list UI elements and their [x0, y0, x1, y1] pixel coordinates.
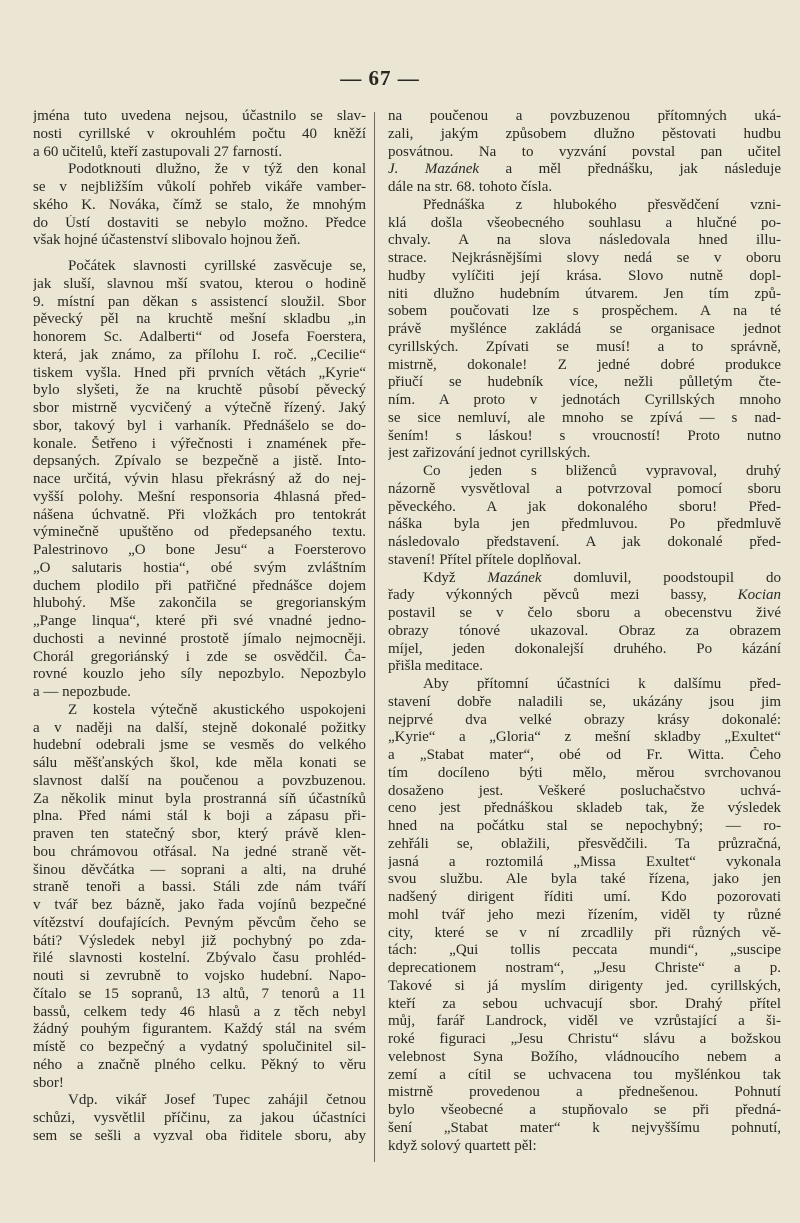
text-line: bylo slyšeti, že na kruchtě působí pěvecký [33, 382, 366, 399]
text-line: hudby vylíčiti její krása. Slovo nutně dopl- [388, 267, 781, 284]
text-line: pěveckého. A jak dokonalého sboru! Před- [388, 498, 781, 515]
right-column [388, 108, 781, 1155]
text-line: schůzi, vysvětlil příčinu, za jakou účastníci [33, 1110, 366, 1126]
text-line: jasná a roztomilá „Missa Exultet“ vykonala [388, 853, 781, 870]
text-line: praven ten statečný sbor, který právě klen- [33, 826, 366, 842]
left-column [33, 108, 366, 1146]
paragraph [388, 197, 781, 463]
text-line: chvaly. A na slova následovala hned illu- [388, 232, 781, 249]
text-line: depsaných. Zpívalo se bezpečně a jistě. Into- [33, 453, 366, 470]
text-line: kteří za sebou uchvacují sbor. Drahý přítel [388, 995, 781, 1012]
text-line: a 60 učitelů, kteří zastupovali 27 farností. [33, 143, 283, 160]
text-line: cyrillských. Zpívati se musí! a to správně, [388, 338, 781, 355]
text-line: mohl tvář jeho mezi řízením, viděl ty různé [388, 906, 781, 923]
text-line: řilé slavnosti kostelní. Zbývalo času prohléd- [33, 950, 366, 967]
italic-name: Kocian [737, 587, 781, 604]
text-line: pěvecký pěl na kruchtě mešní skladbu „in [33, 311, 366, 328]
paragraph [33, 702, 366, 1093]
text-line: do Ústí dostaviti se nebylo možno. Předce [33, 214, 366, 231]
text-line: „Kyrie“ a „Gloria“ z mešní skladby „Exultet“ [388, 729, 781, 746]
text-line: Takové si já myslím dirigenty jed. cyrillských, [388, 977, 781, 994]
text-line: Palestrinovo „O bone Jesu“ a Foersterovo [33, 542, 366, 558]
text-line: se v nejbližším vůkolí pohřeb vikáře vamber- [33, 179, 366, 195]
text-line: nadšený dirigent říditi umí. Kdo pozorovati [388, 889, 781, 905]
text-line: názorně vysvětloval a potvrzoval pomocí sboru [388, 480, 781, 497]
text-line: která, jak známo, za přílohu I. roč. „Cecilie“ [33, 346, 366, 363]
text-line: ného a značně plného celku. Pěkný to věru [33, 1056, 366, 1073]
text-line [388, 570, 781, 588]
text-line: plna. Před námi stál k boji a zápasu při- [33, 808, 366, 825]
text-line: přiučí se hudebník více, nežli půlletým čte- [388, 374, 781, 391]
text-line: nejprvé dva velké obrazy krásy dokonalé: [388, 711, 781, 728]
text-line: v tvář bez bázně, jako řada vojínů bezpečné [33, 897, 366, 913]
text-line: a v naději na další, stejně dokonalé požitky [33, 719, 366, 736]
text-line: postavil se v čelo sboru a obecenstvu živé [388, 605, 781, 621]
text-line: následovalo představení. A jak dokonalé před- [388, 534, 781, 550]
text-line: duchem plodilo při patřičné přednášce dojem [33, 577, 366, 594]
text-line: ského K. Nováka, čímž se stalo, že mnohým [33, 196, 366, 213]
column-divider [374, 112, 375, 1162]
text-line: na poučenou a povzbuzenou přítomných uká- [388, 108, 781, 124]
text-line: konale. Šetřeno i výřečnosti i znamének pře- [33, 435, 366, 452]
text-line: dále na str. 68. tohoto čísla. [388, 179, 553, 195]
text-line: honorem Sc. Adalberti“ od Josefa Foerstera, [33, 329, 366, 345]
text-line: bylo všeobecné a stupňovalo se při předná- [388, 1102, 781, 1118]
paragraph [33, 161, 366, 250]
text-line: dosaženo jest. Veškeré posluchačstvo uchvá- [388, 782, 781, 799]
paragraph [388, 570, 781, 677]
text-line: vítězství doufajících. Pevným pěvcům čeho se [33, 914, 366, 931]
text-line: šení „Stabat mater“ k nejvyššímu pohnutí, [388, 1119, 781, 1136]
text-line: Co jeden s bliženců vypravoval, druhý [423, 463, 781, 479]
text-line: zali, jakým způsobem dlužno pěstovati hudbu [388, 125, 781, 142]
text-line: „O salutaris hostia“, obé svým zvláštním [33, 559, 366, 576]
text-line: Počátek slavnosti cyrillské zasvěcuje se, [68, 258, 366, 274]
text-line: rovné kouzlo jeho síly nepozbylo. Nepozbylo [33, 666, 366, 683]
text-line: můj, farář Landrock, viděl ve vzrůstající a ši- [388, 1013, 781, 1030]
text-line: sálu měšťanských škol, kde měla konati se [33, 755, 366, 771]
text-line: však hojné účastenství slibovalo hojnou žeň. [33, 232, 301, 249]
text-line: mistrně provedenou a přednešenou. Pohnutí [388, 1084, 781, 1101]
text-line [388, 161, 781, 179]
text-line: strace. Nejkrásnějšími slovy nedá se v oboru [388, 250, 781, 266]
text-line: posvátnou. Na to vyzvání povstal pan učitel [388, 143, 781, 160]
text-line: místě co bezpečný a vydatný spolučinitel sil- [33, 1039, 366, 1055]
text-line: hlubohý. Mše zakončila se gregorianským [33, 595, 366, 612]
text-line: obrazy tónové ukazoval. Obraz za obrazem [388, 622, 781, 639]
text-line: Přednáška z hlubokého přesvědčení vzni- [423, 196, 781, 213]
text-line: tím docíleno býti mělo, měrou svrchovanou [388, 764, 781, 781]
text-line: právě myšlénce zakládá se organisace jednot [388, 321, 781, 337]
text-line: Z kostela výtečně akustického uspokojeni [68, 701, 366, 718]
text-line: straně tenoři a bassi. Stáli zde nám tváří [33, 879, 366, 896]
text-line: vyšší polohy. Mešní responsoria 4hlasná před- [33, 488, 366, 505]
paragraph [388, 676, 781, 1155]
page-number: — 67 — [340, 66, 420, 90]
paragraph [388, 463, 781, 570]
text-line [388, 587, 781, 605]
text-line: ceno jest přednáškou skladeb tak, že výsledek [388, 800, 781, 817]
text-line: míjel, jeden dokonalejší druhého. Po kázání [388, 640, 781, 657]
text-line: Vdp. vikář Josef Tupec zahájil četnou [68, 1092, 366, 1109]
text-segment: řady výkonných pěvců mezi bassy, [388, 587, 738, 604]
text-line: stavení! Přítel přítele doplňoval. [388, 551, 582, 568]
text-line: deprecationem nostram“, „Jesu Christe“ a p. [388, 960, 781, 976]
text-line: čítalo se 15 sopranů, 13 altů, 7 tenorů a 11 [33, 985, 366, 1002]
text-line: nouti si zevrubně to vojsko hudební. Napo- [33, 968, 366, 984]
text-line: šením! s láskou! s vroucností! Proto nutno [388, 427, 781, 444]
text-line: se sice nemluví, ale mnoho se zpívá — s nad- [388, 409, 781, 426]
text-line: sbor mistrně vycvičený a výtečně řízený. Jaký [33, 400, 366, 416]
text-line: šinou děvčátka — soprani a alti, na druhé [33, 861, 366, 878]
text-line: přišla meditace. [388, 658, 483, 675]
text-line: sobem poučovati lze s prospěchem. A na té [388, 303, 781, 320]
text-line: sbor, takový byl i varhaník. Přednášelo se do- [33, 417, 366, 434]
text-segment: a měl přednášku, jak následuje [479, 161, 781, 178]
text-line: žádný pouhým figurantem. Každý stál na svém [33, 1021, 366, 1038]
text-line: stavení dobře naladili se, ukázány jsou jim [388, 693, 781, 710]
text-line: nace určitá, vývin hlasu překrásný až do nej- [33, 471, 366, 487]
text-line: nášena úchvatně. Při vložkách pro tentokrát [33, 506, 366, 523]
text-line: city, které se v ní zrcadlily při různých vě- [388, 924, 781, 941]
text-line: ním. A proto v jednotách Cyrillských mnoho [388, 392, 781, 408]
paragraph [33, 1092, 366, 1145]
text-line: svou službu. Ale byla také řízena, jako jen [388, 871, 781, 888]
text-line: zemí a cítil se uchvacena tou myšlénkou tak [388, 1066, 781, 1083]
text-line: a „Stabat mater“, obé od Fr. Witta. Čeho [388, 747, 781, 763]
text-line: jak sluší, slavnou mší svatou, kterou o hodině [33, 275, 366, 292]
paragraph [33, 108, 366, 161]
text-line: bassů, celkem tedy 46 hlasů a z těch nebyl [33, 1003, 366, 1020]
text-line: bou chrámovou otřásal. Na jedné straně vět- [33, 843, 366, 860]
text-line: zehřáli se, oblažili, přesvědčili. Ta průzračná, [388, 835, 781, 852]
text-line: velebnost Syna Božího, vládnoucího nebem a [388, 1048, 781, 1065]
text-line: Aby přítomní účastníci k dalšímu před- [423, 676, 781, 692]
text-line: mistrně, dokonale! Z jedné dobré produkce [388, 356, 781, 373]
text-line: duchosti a nevinné prostotě jímalo nejmocněji. [33, 630, 366, 647]
paragraph [388, 108, 781, 197]
paragraph [33, 258, 366, 702]
text-line: hned na počátku stal se nepochybný; — ro- [388, 818, 781, 834]
text-line: a — nepozbude. [33, 684, 131, 700]
text-line: nosti cyrillské v okrouhlém počtu 40 kněží [33, 125, 366, 142]
text-segment: Když [423, 569, 488, 586]
text-line: tách: „Qui tollis peccata mundi“, „suscipe [388, 942, 781, 959]
text-line: Za několik minut byla prostranná síň účastníků [33, 790, 366, 807]
text-line: Chorál gregoriánský i zde se osvědčil. Ča- [33, 648, 366, 665]
text-line: klá došla všeobecného souhlasu a hlučné po- [388, 214, 781, 231]
text-line: slavnost další na poučenou a povzbuzenou. [33, 772, 366, 789]
italic-name: Mazánek [487, 569, 542, 586]
text-line: když solový quartett pěl: [388, 1137, 537, 1154]
text-line: náška byla jen předmluvou. Po předmluvě [388, 516, 781, 533]
text-line: jest zařizování jednot cyrillských. [388, 445, 591, 462]
text-line: roké figuraci „Jesu Christu“ slávu a božskou [388, 1031, 781, 1047]
text-line: tiskem vyšla. Hned při prvních větách „Kyrie“ [33, 364, 366, 381]
text-line: „Pange linqua“, které při své vnadné jedno- [33, 613, 366, 629]
text-line: niti dlužno hudebním útvarem. Jen tím způ- [388, 285, 781, 302]
text-line: 9. místní pan děkan s assistencí sloužil. Sbor [33, 293, 366, 310]
text-segment: domluvil, poodstoupil do [541, 569, 781, 586]
text-line: báti? Výsledek nebyl již pochybný po zda- [33, 932, 366, 949]
text-line: hudební odebrali jsme se vesměs do velkého [33, 737, 366, 754]
text-line: sbor! [33, 1074, 64, 1091]
text-line: jména tuto uvedena nejsou, účastnilo se slav- [33, 108, 366, 124]
text-line: Podotknouti dlužno, že v týž den konal [68, 161, 366, 178]
text-line: výminečně upuštěno od předepsaného textu. [33, 524, 366, 541]
text-line: sem se sešli a vyzval oba řiditele sboru, aby [33, 1127, 366, 1144]
italic-name: J. Mazánek [388, 161, 480, 178]
